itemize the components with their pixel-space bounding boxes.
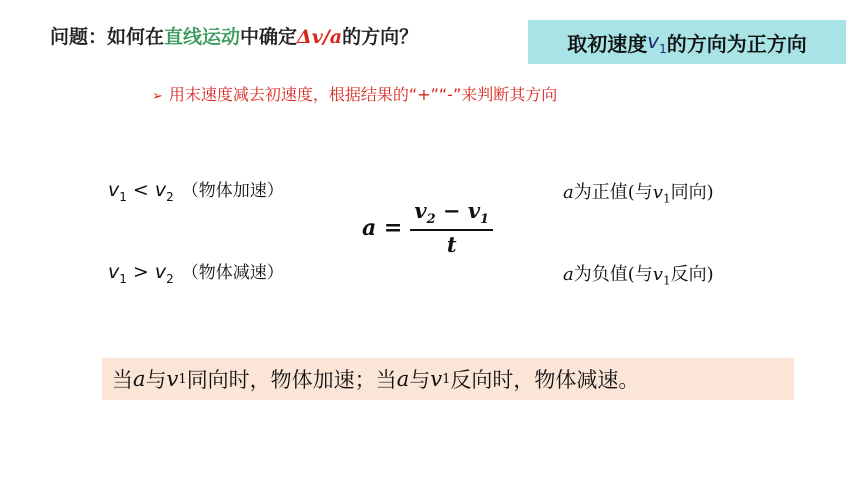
formula-denominator: t (446, 232, 457, 258)
title-highlight: 直线运动 (164, 26, 241, 48)
condition-note: （物体加速） (181, 181, 284, 201)
title-suffix: 的方向？ (342, 26, 419, 48)
condition-note: （物体减速） (181, 263, 284, 283)
formula-fraction (410, 198, 493, 257)
formula-lhs: a = (362, 214, 403, 241)
title-math: Δv/a (297, 26, 343, 48)
formula-numerator: $v_2 - v_1$ (410, 198, 493, 231)
condition-decelerate: $v_1 > v_2$ （物体减速） (108, 261, 284, 286)
result-negative: a为负值(与$v_1$反向) (563, 264, 714, 288)
badge-prefix: 取初速度 (567, 31, 648, 56)
positive-direction-badge (528, 20, 846, 64)
conclusion-box: 当 a 与 v 1 同向时，物体加速；当 a 与 v 1 反向时，物体减速。 (102, 358, 794, 400)
bullet-point (152, 82, 557, 105)
bullet-text: 用末速度减去初速度，根据结果的“+”“-”来判断其方向 (168, 85, 558, 104)
title-middle: 中确定 (240, 26, 298, 48)
badge-variable: $v_1$ (647, 28, 667, 56)
question-title (50, 22, 418, 49)
badge-suffix: 的方向为正方向 (666, 31, 807, 56)
result-positive: a为正值(与$v_1$同向) (563, 182, 714, 206)
acceleration-formula (362, 198, 493, 257)
title-prefix: 问题：如何在 (50, 26, 165, 48)
condition-accelerate: $v_1 < v_2$ （物体加速） (108, 179, 284, 204)
arrow-bullet-icon: ➢ (152, 89, 163, 104)
